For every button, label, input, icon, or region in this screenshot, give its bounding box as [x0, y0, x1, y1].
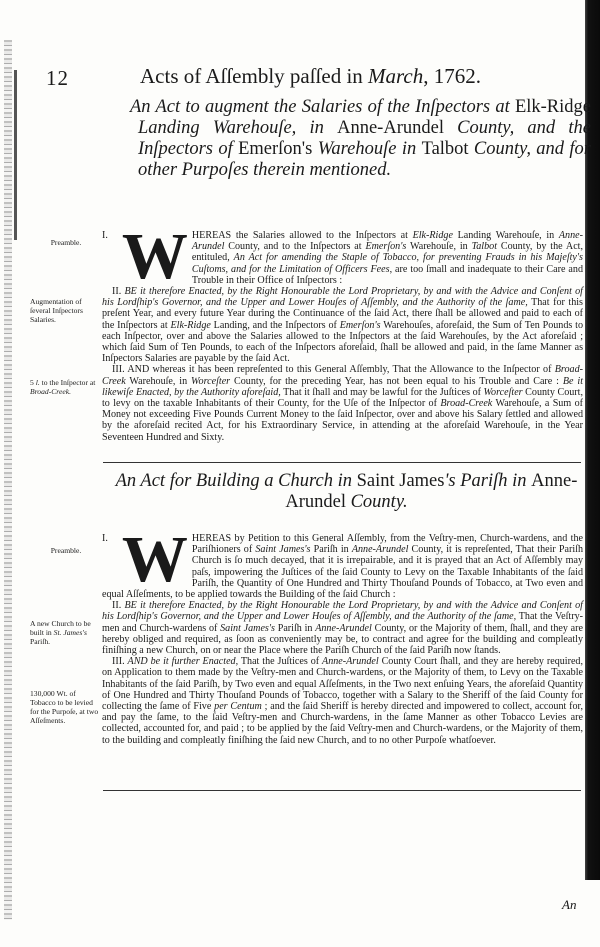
text-run: Warehouſe, in: [125, 375, 192, 387]
catchword: An: [562, 897, 577, 912]
act1-body: [102, 220, 584, 443]
text-run: Pariſh in: [274, 622, 316, 634]
margin-note-new-church: [30, 619, 102, 646]
text-run: Landing, and the Inſpectors of: [210, 319, 340, 331]
italic-text-run: Elk-Ridge: [170, 319, 211, 331]
italic-text-run: Be it likewiſe Enacted, by the Authority aforeſaid,: [102, 375, 583, 398]
text-run: A new Church to be built in: [30, 619, 91, 637]
scan-gutter-edge: [4, 40, 12, 920]
text-run: II.: [112, 600, 125, 612]
italic-text-run: Saint James's: [220, 622, 275, 634]
section-number: I.: [102, 533, 108, 544]
italic-text-run: Anne-Arundel: [191, 230, 583, 253]
text-run: Saint James: [356, 471, 445, 491]
text-run: County, and to the Inſpectors at: [224, 241, 366, 253]
text-run: , 1762.: [423, 64, 482, 88]
act2-paragraph-3: [102, 656, 583, 746]
italic-text-run: Broad-Creek: [102, 364, 583, 387]
italic-text-run: Talbot: [471, 241, 497, 253]
text-run: That it ſhall and may be lawful for the Juſtices of: [280, 386, 484, 398]
text-run: 130,000 Wt. of Tobacco to be levied for the Purpoſe, at two Aſſeſments.: [30, 689, 99, 725]
italic-text-run: Emerſon's: [339, 319, 381, 331]
italic-text-run: Elk-Ridge: [412, 230, 453, 241]
text-run: Pariſh.: [30, 637, 51, 646]
italic-text-run: Anne-Arundel: [322, 656, 379, 668]
italic-text-run: Emerſon's: [365, 241, 407, 253]
scan-gutter-mark: [14, 70, 17, 240]
text-run: HEREAS by Petition to this General Aſſembly, from the Veſtry-men, Church-wardens, and the Pariſhioners of: [191, 533, 583, 556]
italic-text-run: Worceſter: [483, 386, 523, 398]
italic-text-run: BE it therefore Enacted, by the Right Honourable the Lord Proprietary, by and with the Advice and Conſent of his Lordſhip's Governor, and the Upper and Lower Houſes of Aſſembly, and the Authority of the ſame,: [102, 286, 583, 309]
text-run: County, by the Act, entituled,: [191, 241, 583, 264]
text-run: Preamble.: [50, 546, 82, 555]
act1-paragraph-3: [102, 364, 583, 442]
text-run: Warehouſe, a Sum of Money not exceeding Five Pounds Current Money to the ſaid Inſpector, over and above his Salary ſettled and allowed by the aforeſaid recited Act, for his Extraordinary Service, in attending at the aforeſaid Warehouſe, in the Year Seventeen Hundred and Sixty.: [102, 398, 583, 443]
act2-body: [102, 523, 584, 746]
text-run: Acts of Aſſembly paſſed in: [140, 64, 369, 88]
page-number: 12: [46, 66, 69, 90]
margin-note-preamble: [34, 238, 98, 247]
italic-text-run: An Act to augment the Salaries of the Inſpectors at: [130, 97, 515, 117]
text-run: Warehouſe, in: [406, 241, 472, 253]
text-run: County Court, to levy on the taxable Inhabitants of their County, for the Uſe of the Inſpector of: [102, 386, 583, 410]
text-run: That the Veſtry-men and Church-wardens of: [102, 611, 583, 634]
italic-text-run: l.: [35, 378, 40, 387]
text-run: Landing Warehouſe, in: [452, 230, 559, 241]
italic-text-run: An Act for amending the Staple of Tobacco, for preventing Frauds in his Majeſty's Cuſtoms, and for the Limitation of Officers Fees: [191, 252, 583, 275]
text-run: , are too ſmall and inadequate to their Care and Trouble in their Office of Inſpectors :: [191, 263, 583, 286]
text-run: Anne-Arundel: [337, 118, 458, 138]
italic-text-run: An Act for Building a Church in: [115, 471, 357, 491]
text-run: County, for the preceding Year, has not been equal to his Trouble and Care :: [230, 375, 563, 387]
italic-text-run: Broad-Creek.: [30, 387, 71, 396]
text-run: County, or the Majority of them, ſhall, and they are hereby obliged and required, as ſoon as conveniently may be, to contract and agree for the building and compleatly finiſhing a new Church, on or near the Place where the Pariſh Church of the ſaid Pariſh now ſtands.: [102, 622, 583, 657]
margin-note-augmentation: [30, 297, 102, 324]
text-run: Warehouſes, aforeſaid, the Sum of Ten Pounds to each Inſpector, over and above the Salaries allowed to the Inſpectors at the ſaid Warehouſes, by the Act aforeſaid ; which ſaid Sum of Ten Pounds, to each of the Inſpectors aforeſaid, ſhall be allowed and paid, in the ſame Manner as Inſpectors Salaries are payable by the ſaid Act.: [102, 319, 584, 365]
italic-text-run: March: [368, 64, 424, 88]
act2-title: [110, 471, 583, 513]
italic-text-run: Anne-Arundel: [315, 622, 372, 634]
italic-text-run: Anne-Arundel: [351, 544, 409, 556]
italic-text-run: per Centum: [214, 701, 262, 713]
text-run: Preamble.: [50, 238, 82, 247]
drop-cap: W: [121, 220, 188, 293]
italic-text-run: Saint James's: [255, 544, 311, 556]
italic-text-run: Broad-Creek: [440, 398, 493, 410]
italic-text-run: AND be it further Enacted,: [127, 656, 239, 668]
text-run: Talbot: [421, 139, 474, 159]
text-run: Anne-Arundel: [285, 471, 578, 512]
text-run: That the Juſtices of: [238, 656, 323, 668]
italic-text-run: County, and the Inſpectors of: [138, 118, 591, 159]
text-run: 5: [30, 378, 36, 387]
act2-paragraph-2: [102, 600, 583, 656]
text-run: Emerſon's: [238, 139, 318, 159]
drop-cap: W: [121, 523, 188, 596]
margin-note-broad-creek: [30, 378, 102, 396]
section-divider: [103, 790, 581, 791]
italic-text-run: County, and for other Purpoſes therein mentioned.: [138, 139, 591, 180]
margin-note-tobacco-levy: [30, 689, 102, 725]
text-run: to the Inſpector at: [39, 378, 96, 387]
act1-title: [130, 97, 591, 181]
italic-text-run: Warehouſe in: [317, 139, 422, 159]
italic-text-run: County.: [350, 492, 408, 512]
text-run: That for this preſent Year, and every future Year during the Continuance of the ſaid Act, there ſhall be allowed and paid to each of the Inſpectors at: [102, 297, 583, 331]
paragraph-text: [192, 230, 583, 286]
italic-text-run: Worceſter: [191, 375, 231, 387]
text-run: III. AND whereas it has been repreſented to this General Aſſembly, That the Allowance to the Inſpector of: [112, 364, 555, 376]
act1-paragraph-2: [102, 286, 583, 364]
italic-text-run: St. James's: [53, 628, 87, 637]
italic-text-run: 's Pariſh in: [444, 471, 532, 491]
text-run: Pariſh in: [310, 544, 352, 556]
text-run: HEREAS the Salaries allowed to the Inſpectors at: [191, 230, 413, 241]
italic-text-run: BE it therefore Enacted, by the Right Honourable the Lord Proprietary, by and with the Advice and Conſent of his Lordſhip's Governor, and the Upper and Lower Houſes of Aſſembly, and the Authority of the ſame,: [102, 600, 583, 623]
text-run: III.: [112, 656, 128, 668]
text-run: ; and the ſaid Sheriff is hereby directed and impowered to collect, account for, and pay the ſame, to the ſaid Veſtry-men and Church-wardens, in the ſame Manner as other Tobacco Levies are collected, accounted for, and paid ; to be applied by the ſaid Veſtry-men and Church-wardens, or the Majority of them, to the building and compleatly finiſhing the ſaid new Church, and to no other Purpoſe whatſoever.: [102, 701, 584, 746]
section-number: I.: [102, 230, 108, 241]
text-run: County Court ſhall, and they are hereby required, on Application to them made by the Veſtry-men and Church-wardens, or the Majority of them, to Levy on the Taxable Inhabitants of the ſaid Pariſh, by Two even and equal Aſſeſments, in the Two next enſuing Years, the aforeſaid Quantity of One Hundred and Thirty Thouſand Pounds of Tobacco, together with a Salary to the Sheriff of the ſaid County for collecting the ſame of Five: [102, 656, 584, 713]
text-run: Elk-Ridge: [514, 97, 591, 117]
text-run: II.: [112, 286, 125, 298]
text-run: Augmentation of ſeveral Inſpectors Salaries.: [30, 297, 83, 324]
act2-paragraph-1: [102, 523, 584, 601]
section-divider: [103, 462, 581, 463]
margin-note-preamble: [34, 546, 98, 555]
running-head: [140, 64, 482, 89]
italic-text-run: Landing Warehouſe, in: [138, 118, 338, 138]
text-run: County, it is repreſented, That their Pariſh Church is ſo much decayed, that it is irrepairable, and it is prayed that an Act of Aſſembly may paſs, impowering the Juſtices of the ſaid County to Levy on the Taxable Inhabitants of the ſaid Pariſh, the Quantity of One Hundred and Thirty Thouſand Pounds of Tobacco, at Two even and equal Aſſeſments, to be applied towards the Building of the ſaid Church :: [102, 544, 584, 601]
